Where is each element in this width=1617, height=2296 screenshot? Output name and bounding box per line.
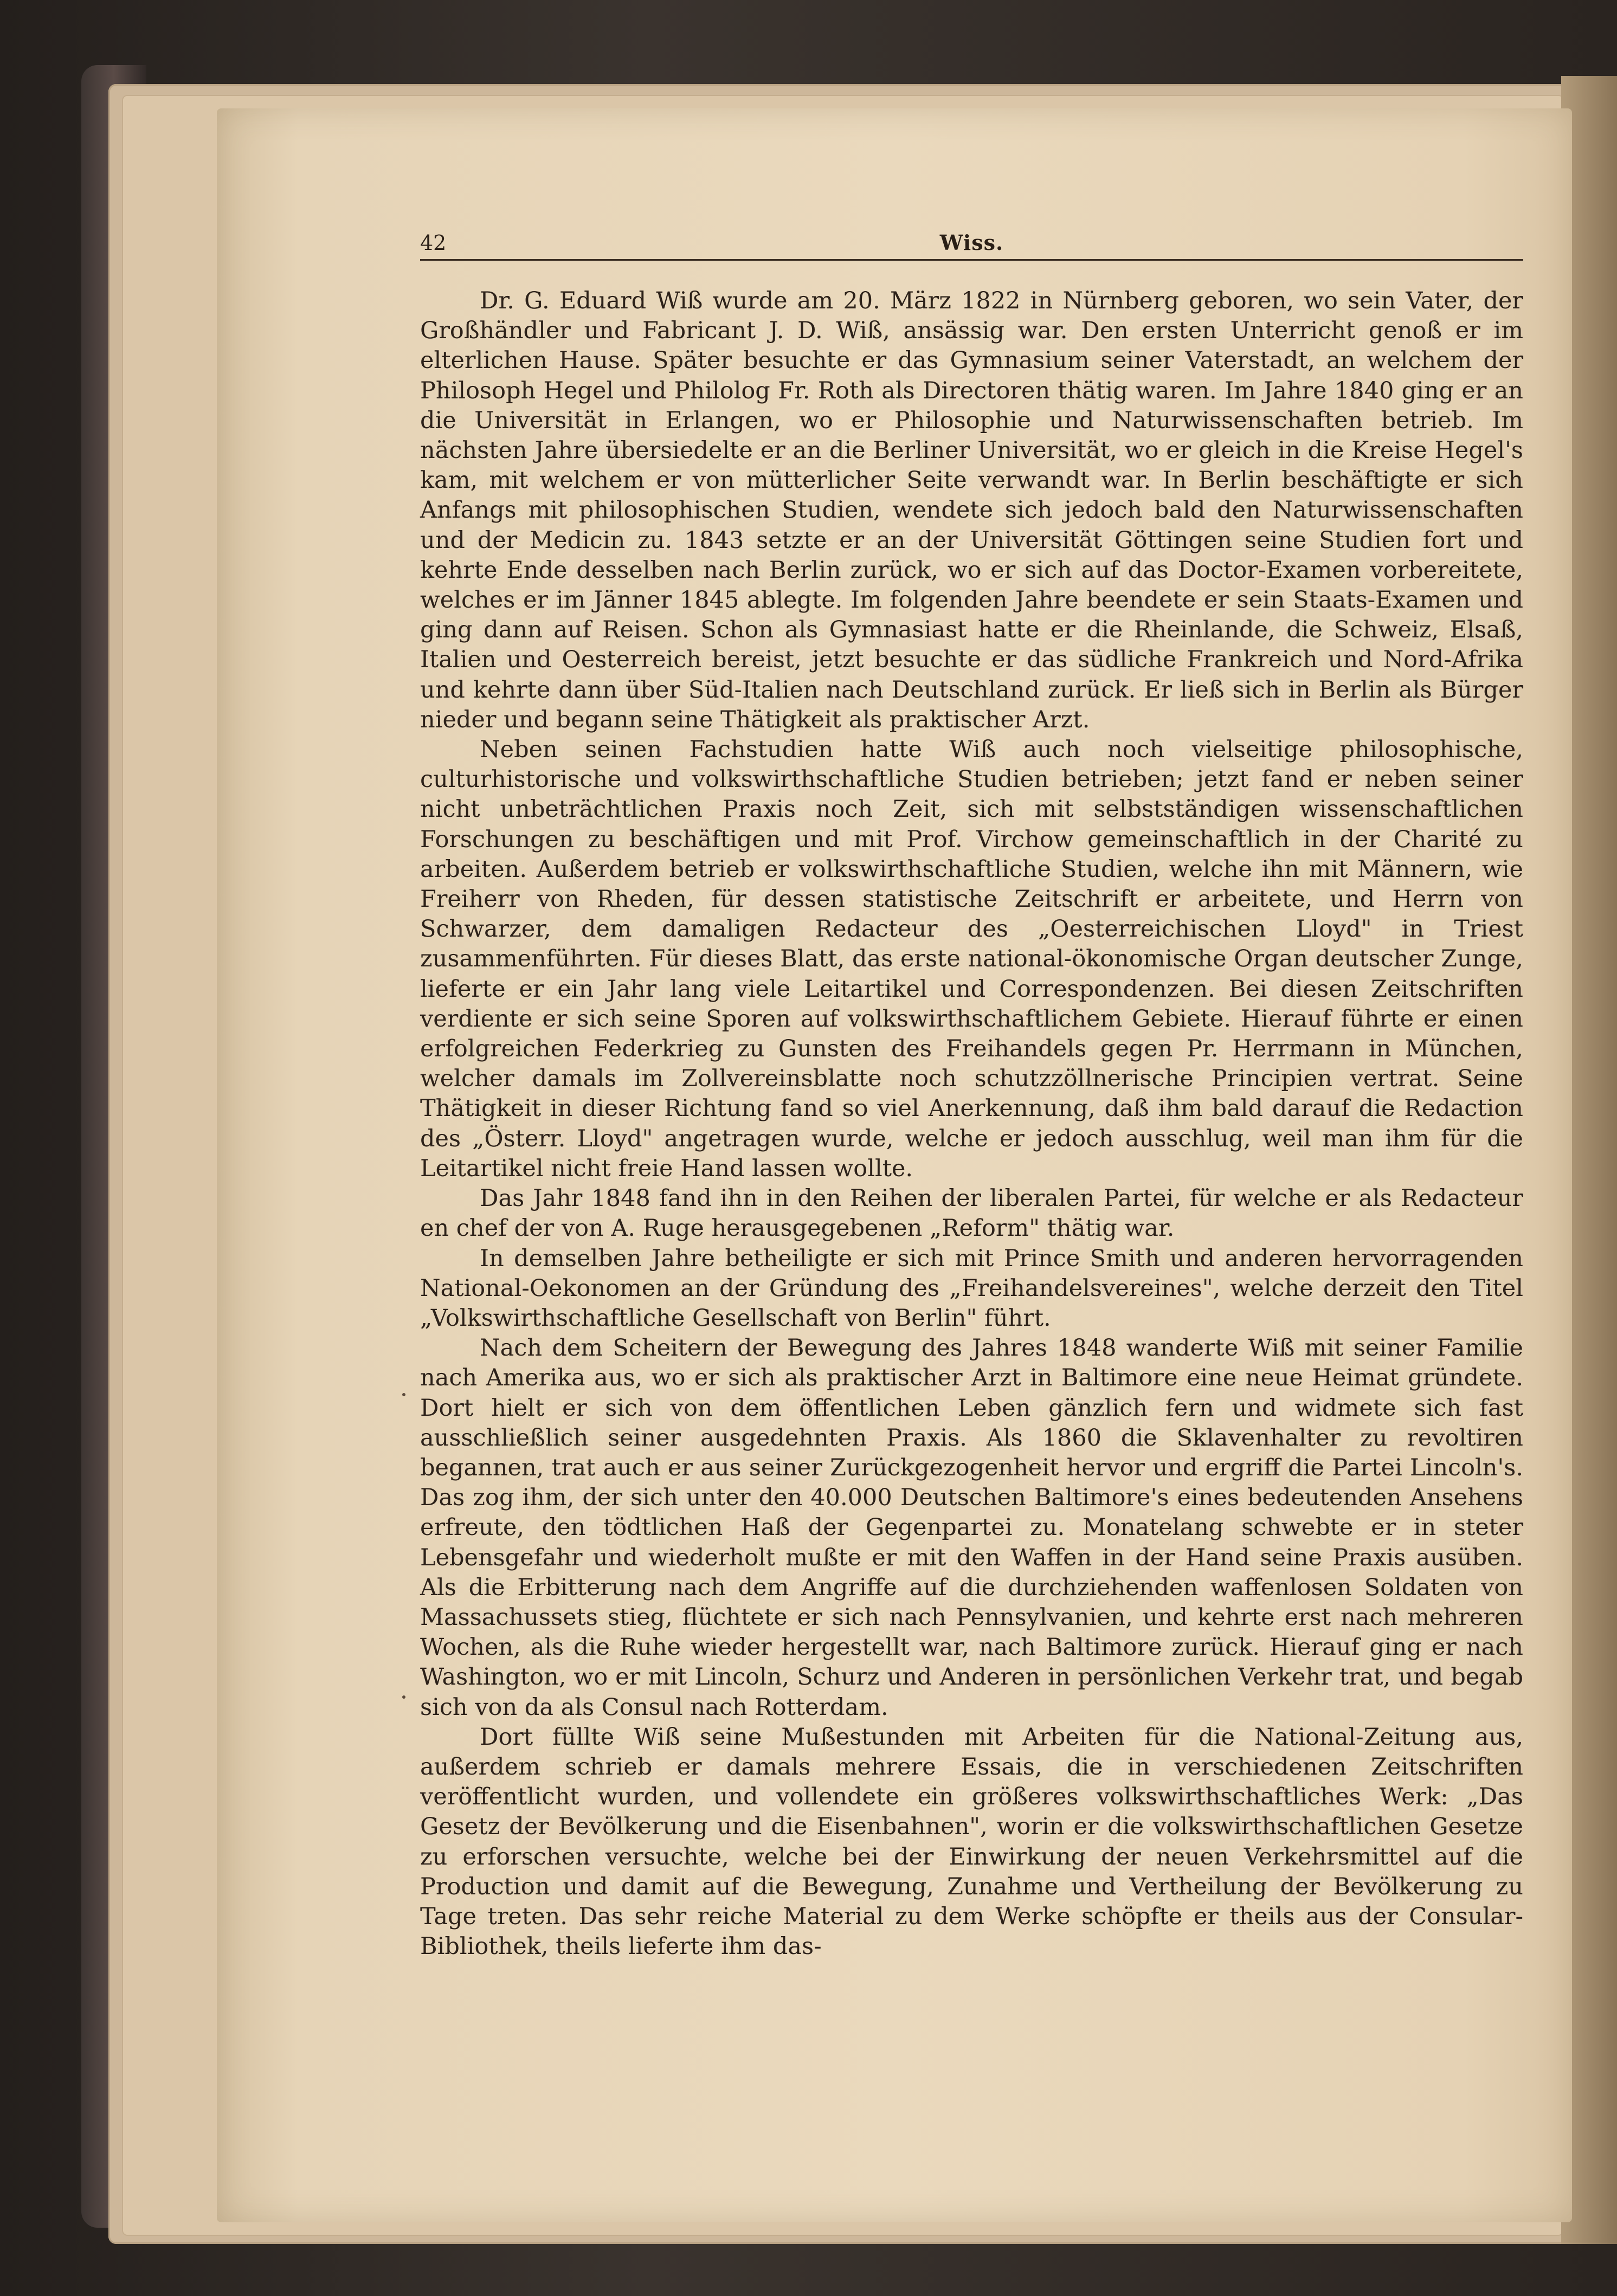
body-text [420, 286, 1523, 1962]
paragraph: Nach dem Scheitern der Bewegung des Jahres 1848 wanderte Wiß mit seiner Familie nach Amerika aus, wo er sich als praktischer Arzt in Baltimore eine neue Heimat gründete. Dort hielt er sich von dem öffentlichen Leben gänzlich fern und widmete sich fast ausschließlich seiner ausgedehnten Praxis. Als 1860 die Sklavenhalter zu revoltiren begannen, trat auch er aus seiner Zurückgezogenheit hervor und ergriff die Partei Lincoln's. Das zog ihm, der sich unter den 40.000 Deutschen Baltimore's eines bedeutenden Ansehens erfreute, den tödtlichen Haß der Gegenpartei zu. Monatelang schwebte er in steter Lebensgefahr und wiederholt mußte er mit den Waffen in der Hand seine Praxis ausüben. Als die Erbitterung nach dem Angriffe auf die durchziehenden waffenlosen Soldaten von Massachussets stieg, flüchtete er sich nach Pennsylvanien, und kehrte erst nach mehreren Wochen, als die Ruhe wieder hergestellt war, nach Baltimore zurück. Hierauf ging er nach Washington, wo er mit Lincoln, Schurz und Anderen in persönlichen Verkehr trat, und begab sich von da als Consul nach Rotterdam. [420, 1334, 1523, 1721]
running-title: Wiss. [939, 230, 1004, 255]
margin-mark [402, 1695, 405, 1699]
paragraph: Dr. G. Eduard Wiß wurde am 20. März 1822 in Nürnberg geboren, wo sein Vater, der Großhändler und Fabricant J. D. Wiß, ansässig war. Den ersten Unterricht genoß er im elterlichen Hause. Später besuchte er das Gymnasium seiner Vaterstadt, an welchem der Philosoph Hegel und Philolog Fr. Roth als Directoren thätig waren. Im Jahre 1840 ging er an die Universität in Erlangen, wo er Philosophie und Naturwissenschaften betrieb. Im nächsten Jahre übersiedelte er an die Berliner Universität, wo er gleich in die Kreise Hegel's kam, mit welchem er von mütterlicher Seite verwandt war. In Berlin beschäftigte er sich Anfangs mit philosophischen Studien, wendete sich jedoch bald den Naturwissenschaften und der Medicin zu. 1843 setzte er an der Universität Göttingen seine Studien fort und kehrte Ende desselben nach Berlin zurück, wo er sich auf das Doctor-Examen vorbereitete, welches er im Jänner 1845 ablegte. Im folgenden Jahre beendete er sein Staats-Examen und ging dann auf Reisen. Schon als Gymnasiast hatte er die Rheinlande, die Schweiz, Elsaß, Italien und Oesterreich bereist, jetzt besuchte er das südliche Frankreich und Nord-Afrika und kehrte dann über Süd-Italien nach Deutschland zurück. Er ließ sich in Berlin als Bürger nieder und begann seine Thätigkeit als praktischer Arzt. [420, 287, 1523, 733]
paragraph: In demselben Jahre betheiligte er sich mit Prince Smith und anderen hervorragenden National-Oekonomen an der Gründung des „Freihandelsvereines", welche derzeit den Titel „Volkswirthschaftliche Gesellschaft von Berlin" führt. [420, 1244, 1523, 1332]
paragraph: Neben seinen Fachstudien hatte Wiß auch noch vielseitige philosophische, culturhistorische und volkswirthschaftliche Studien betrieben; jetzt fand er neben seiner nicht unbeträchtlichen Praxis noch Zeit, sich mit selbstständigen wissenschaftlichen Forschungen zu beschäftigen und mit Prof. Virchow gemeinschaftlich in der Charité zu arbeiten. Außerdem betrieb er volkswirthschaftliche Studien, welche ihn mit Männern, wie Freiherr von Rheden, für dessen statistische Zeitschrift er arbeitete, und Herrn von Schwarzer, dem damaligen Redacteur des „Oesterreichischen Lloyd" in Triest zusammenführten. Für dieses Blatt, das erste national-ökonomische Organ deutscher Zunge, lieferte er ein Jahr lang viele Leitartikel und Correspondenzen. Bei diesen Zeitschriften verdiente er sich seine Sporen auf volkswirthschaftlichem Gebiete. Hierauf führte er einen erfolgreichen Federkrieg zu Gunsten des Freihandels gegen Pr. Herrmann in München, welcher damals im Zollvereinsblatte noch schutzzöllnerische Principien vertrat. Seine Thätigkeit in dieser Richtung fand so viel Anerkennung, daß ihm bald darauf die Redaction des „Österr. Lloyd" angetragen wurde, welche er jedoch ausschlug, weil man ihm für die Leitartikel nicht freie Hand lassen wollte. [420, 736, 1523, 1182]
header-rule [420, 259, 1523, 261]
paragraph: Dort füllte Wiß seine Mußestunden mit Arbeiten für die National-Zeitung aus, außerdem schrieb er damals mehrere Essais, die in verschiedenen Zeitschriften veröffentlicht wurden, und vollendete ein größeres volkswirthschaftliches Werk: „Das Gesetz der Bevölkerung und die Eisenbahnen", worin er die volkswirthschaftlichen Gesetze zu erforschen versuchte, welche bei der Einwirkung der neuen Verkehrsmittel auf die Production und damit auf die Bewegung, Zunahme und Vertheilung der Bevölkerung zu Tage treten. Das sehr reiche Material zu dem Werke schöpfte er theils aus der Consular-Bibliothek, theils lieferte ihm das- [420, 1723, 1523, 1960]
paragraph: Das Jahr 1848 fand ihn in den Reihen der liberalen Partei, für welche er als Redacteur en chef der von A. Ruge herausgegebenen „Reform" thätig war. [420, 1185, 1523, 1242]
page-header [420, 227, 1523, 259]
margin-mark [402, 1393, 405, 1396]
page-number: 42 [420, 231, 447, 255]
